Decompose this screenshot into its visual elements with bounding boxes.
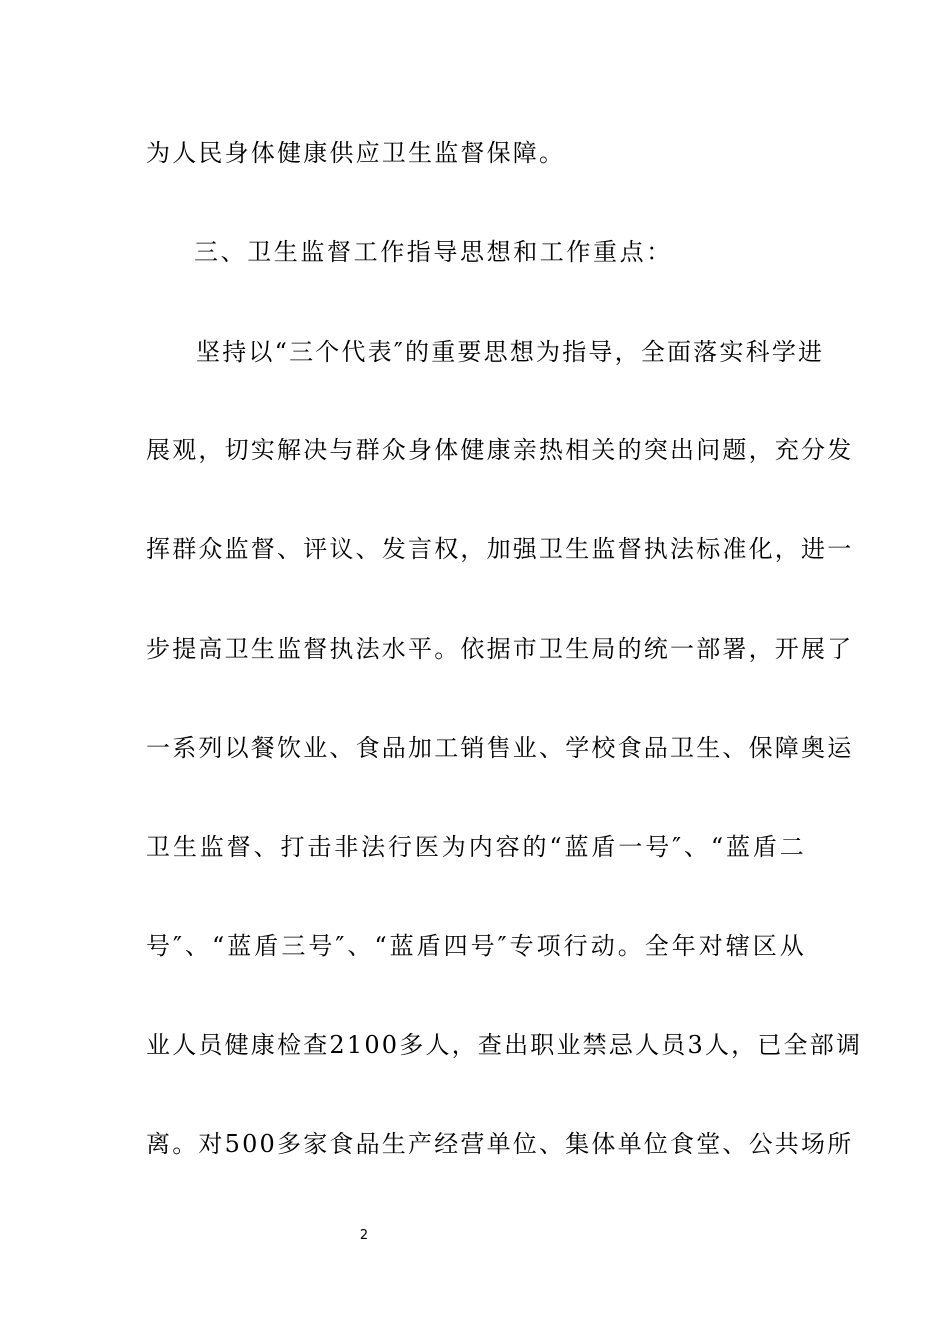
paragraph-line-4: 步提高卫生监督执法水平。依据市卫生局的统一部署，开展了 — [146, 635, 854, 663]
section-heading: 三、卫生监督工作指导思想和工作重点： — [194, 238, 673, 266]
paragraph-line-2: 展观，切实解决与群众身体健康亲热相关的突出问题，充分发 — [146, 436, 854, 464]
text-line-1: 为人民身体健康供应卫生监督保障。 — [146, 139, 566, 167]
paragraph-line-9: 离。对500多家食品生产经营单位、集体单位食堂、公共场所 — [146, 1130, 854, 1158]
paragraph-line-5: 一系列以餐饮业、食品加工销售业、学校食品卫生、保障奥运 — [146, 734, 854, 762]
paragraph-line-1: 坚持以“三个代表″的重要思想为指导，全面落实科学进 — [196, 338, 825, 366]
paragraph-line-8: 业人员健康检查2100多人，查出职业禁忌人员3人，已全部调 — [146, 1031, 863, 1059]
paragraph-line-7: 号″、“蓝盾三号″、“蓝盾四号″专项行动。全年对辖区从 — [146, 932, 806, 960]
paragraph-line-3: 挥群众监督、评议、发言权，加强卫生监督执法标准化，进一 — [146, 535, 854, 563]
paragraph-line-6: 卫生监督、打击非法行医为内容的“蓝盾一号″、“蓝盾二 — [146, 833, 806, 861]
page-number: 2 — [359, 1228, 369, 1243]
